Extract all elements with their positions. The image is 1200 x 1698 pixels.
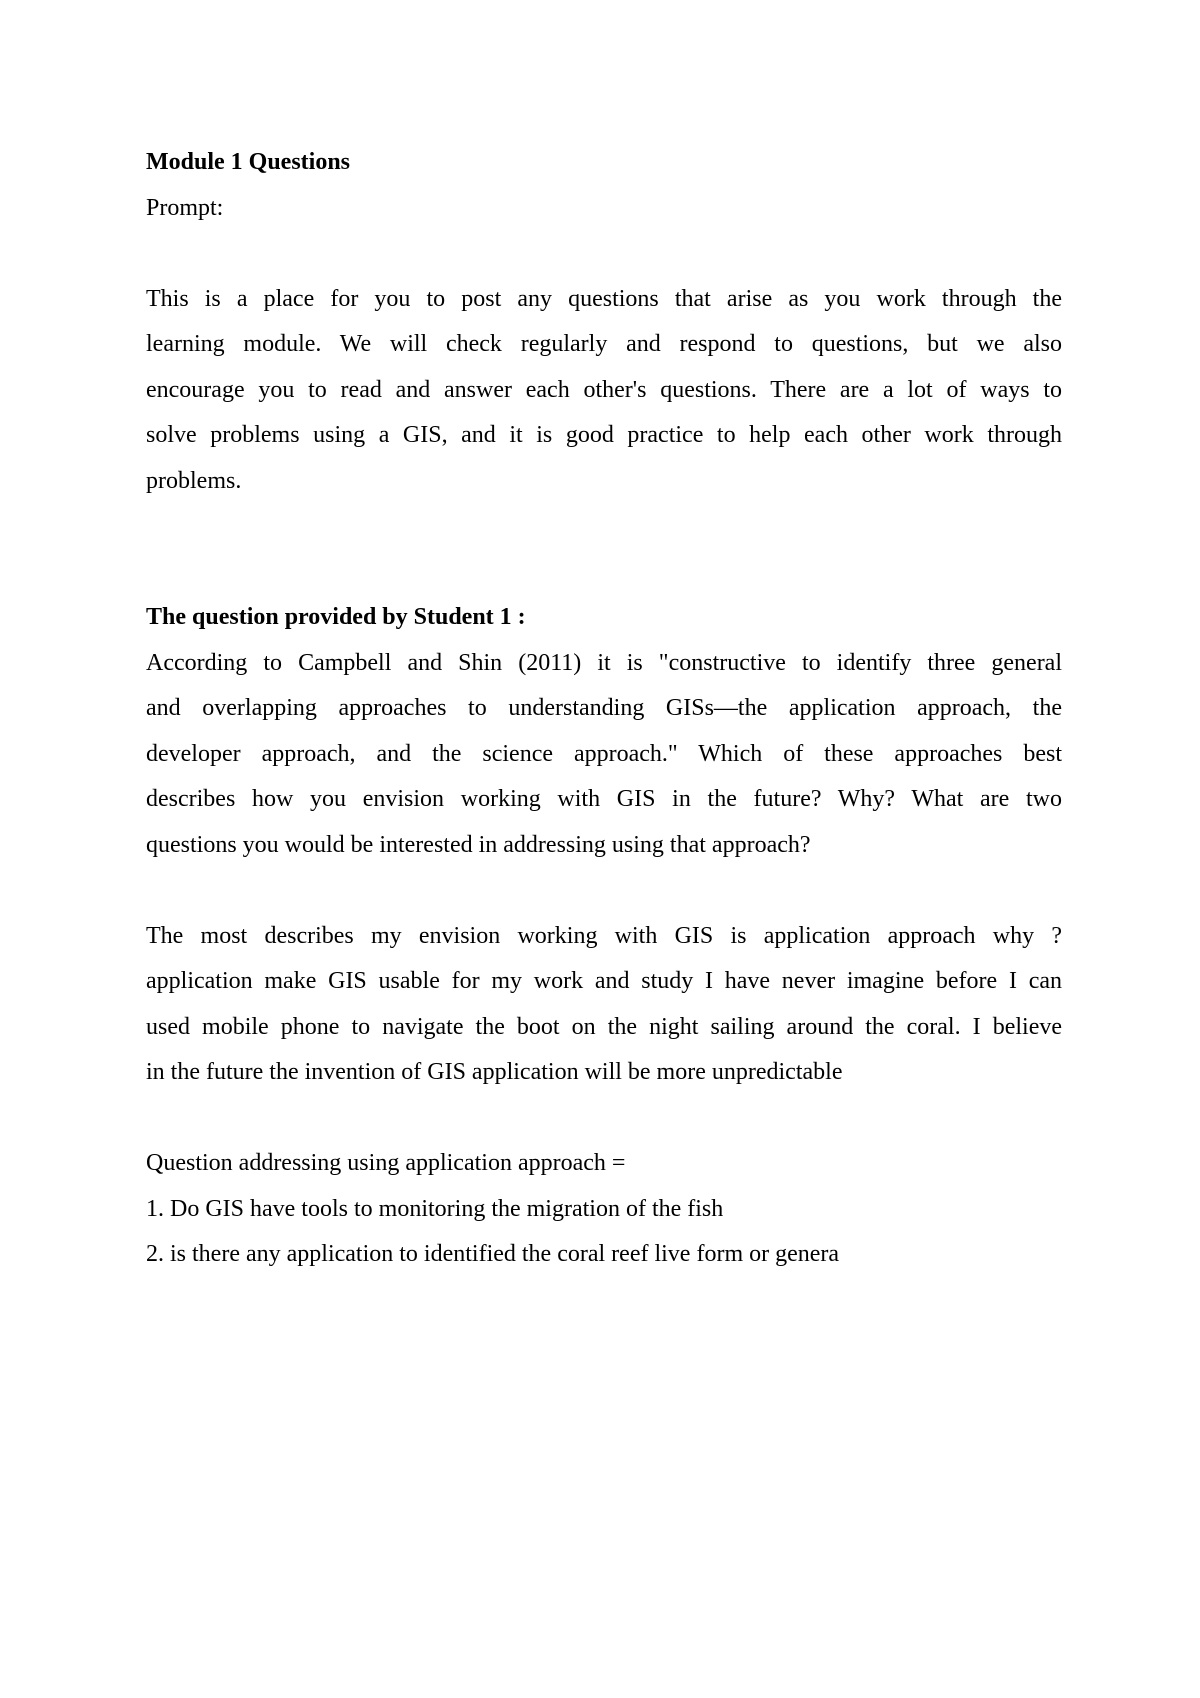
- spacer: [146, 231, 1062, 277]
- answer-line: in the future the invention of GIS application will be more unpredictable: [146, 1059, 843, 1085]
- question-line: developer approach, and the science approach." Which of these approaches best: [146, 740, 1062, 767]
- answer-line: The most describes my envision working with GIS is application approach why ?: [146, 922, 1062, 949]
- answer-line: application make GIS usable for my work and study I have never imagine before I can: [146, 968, 1062, 994]
- question-line: describes how you envision working with GIS in the future? Why? What are two: [146, 786, 1062, 812]
- prompt-line: This is a place for you to post any questions that arise as you work through the: [146, 285, 1062, 312]
- prompt-line: solve problems using a GIS, and it is good practice to help each other work through: [146, 422, 1062, 448]
- questions-list: [146, 1187, 1062, 1278]
- questions-intro: Question addressing using application approach =: [146, 1150, 626, 1176]
- list-item: 1. Do GIS have tools to monitoring the migration of the fish: [146, 1195, 724, 1222]
- answer-line: used mobile phone to navigate the boot on the night sailing around the coral. I believe: [146, 1013, 1062, 1040]
- list-item: 2. is there any application to identified the coral reef live form or genera: [146, 1241, 840, 1267]
- spacer: [146, 868, 1062, 914]
- question-line: and overlapping approaches to understanding GISs—the application approach, the: [146, 695, 1062, 721]
- document-title: Module 1 Questions: [146, 149, 351, 175]
- prompt-line: problems.: [146, 467, 242, 494]
- spacer: [146, 504, 1062, 595]
- question-paragraph: [146, 641, 1062, 869]
- question-line: According to Campbell and Shin (2011) it is "constructive to identify three general: [146, 649, 1062, 676]
- prompt-label: Prompt:: [146, 194, 224, 221]
- prompt-line: learning module. We will check regularly and respond to questions, but we also: [146, 331, 1062, 357]
- spacer: [146, 1096, 1062, 1142]
- question-heading: The question provided by Student 1 :: [146, 604, 526, 630]
- question-line: questions you would be interested in addressing using that approach?: [146, 831, 811, 858]
- answer-paragraph: [146, 914, 1062, 1096]
- prompt-paragraph: [146, 277, 1062, 505]
- prompt-line: encourage you to read and answer each other's questions. There are a lot of ways to: [146, 376, 1062, 403]
- document-page: [146, 140, 1062, 1278]
